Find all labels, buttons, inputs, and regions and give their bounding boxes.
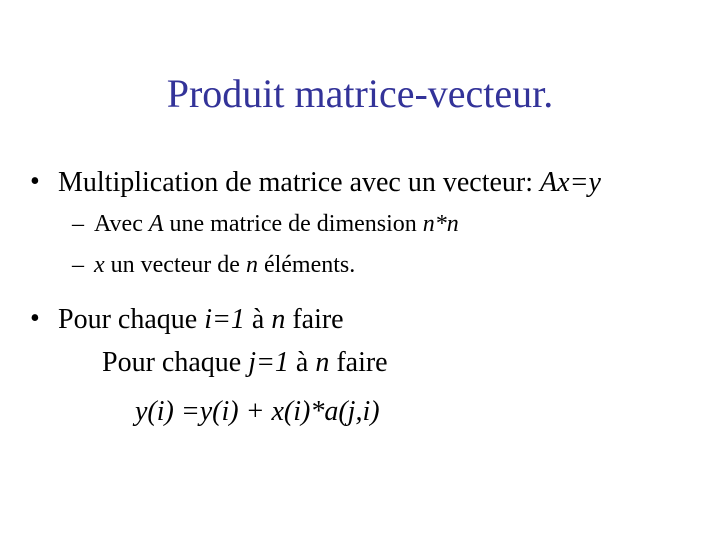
- sub-bullet-1-mid: une matrice de dimension: [163, 211, 423, 237]
- bullet-1-text: [58, 166, 601, 200]
- loop-statement: y(i) =y(i) + x(i)*a(j,i): [135, 396, 380, 427]
- sub-bullet-2-dash: –: [72, 252, 84, 278]
- bullet-2-loop-var: i=1: [204, 304, 245, 335]
- bullet-2-post: faire: [285, 304, 344, 335]
- sub-bullet-2: [72, 250, 355, 280]
- inner-loop-line: [102, 346, 388, 380]
- sub-bullet-2-var-n: n: [245, 252, 258, 278]
- sub-bullet-1: [72, 209, 459, 239]
- inner-loop-var: j=1: [248, 347, 289, 378]
- inner-loop-bound: n: [315, 347, 330, 378]
- sub-bullet-1-dash: –: [72, 211, 84, 237]
- bullet-2-bound: n: [271, 304, 286, 335]
- sub-bullet-1-var-a: A: [148, 211, 164, 237]
- inner-loop-mid: à: [288, 347, 316, 378]
- inner-loop-pre: Pour chaque: [102, 347, 249, 378]
- bullet-2-text: [58, 303, 344, 337]
- bullet-2-pre: Pour chaque: [58, 304, 205, 335]
- sub-bullet-2-post: éléments.: [257, 252, 356, 278]
- bullet-1-formula: Ax=y: [540, 167, 601, 198]
- sub-bullet-1-dimension: n*n: [422, 211, 459, 237]
- bullet-2-mid: à: [244, 304, 272, 335]
- slide-title: Produit matrice-vecteur.: [166, 71, 554, 116]
- bullet-1-marker: •: [30, 166, 40, 197]
- bullet-1-label: Multiplication de matrice avec un vecteur:: [58, 167, 541, 198]
- sub-bullet-1-pre: Avec: [94, 211, 149, 237]
- inner-loop-post: faire: [329, 347, 388, 378]
- sub-bullet-2-mid: un vecteur de: [104, 252, 246, 278]
- sub-bullet-2-var-x: x: [94, 252, 105, 278]
- bullet-2-marker: •: [30, 303, 40, 334]
